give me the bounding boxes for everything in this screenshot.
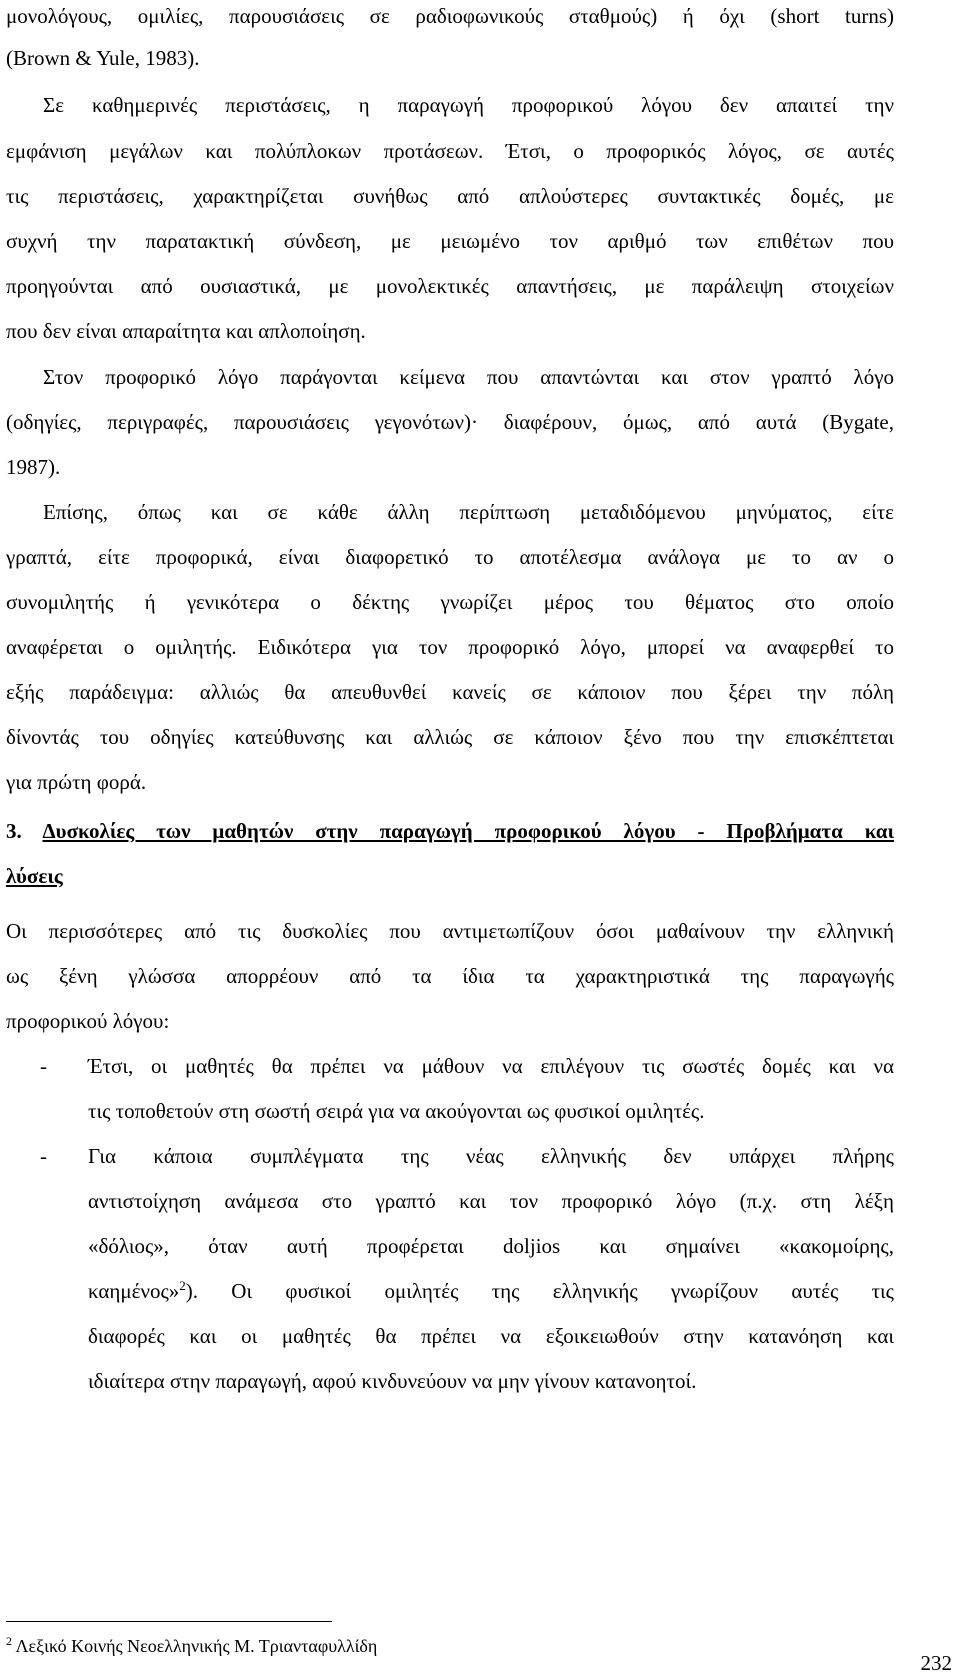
body-line: Επίσης, όπως και σε κάθε άλλη περίπτωση μεταδιδόμενου μηνύματος, είτε — [43, 500, 894, 524]
footnote-separator — [6, 1621, 332, 1622]
footnote-ref[interactable]: 2 — [179, 1278, 186, 1293]
body-line: εξής παράδειγμα: αλλιώς θα απευθυνθεί κανείς σε κάποιον που ξέρει την πόλη — [6, 680, 894, 704]
body-line: (Brown & Yule, 1983). — [6, 46, 200, 70]
body-line: ως ξένη γλώσσα απορρέουν από τα ίδια τα χαρακτηριστικά της παραγωγής — [6, 964, 894, 988]
body-line: δίνοντάς του οδηγίες κατεύθυνσης και αλλιώς σε κάποιον ξένο που την επισκέπτεται — [6, 725, 894, 749]
body-line: που δεν είναι απαραίτητα και απλοποίηση. — [6, 319, 366, 343]
section-title-cont: λύσεις — [6, 864, 63, 888]
bullet-text: καημένος» — [88, 1279, 180, 1303]
body-line: μονολόγους, ομιλίες, παρουσιάσεις σε ραδιοφωνικούς σταθμούς) ή όχι (short turns) — [6, 4, 894, 28]
footnote-marker: 2 — [6, 1634, 12, 1648]
body-line: γραπτά, είτε προφορικά, είναι διαφορετικό το αποτέλεσμα ανάλογα με το αν ο — [6, 545, 894, 569]
bullet-marker: - — [40, 1144, 47, 1168]
bullet-marker: - — [40, 1054, 47, 1078]
footnote-text: Λεξικό Κοινής Νεοελληνικής Μ. Τριανταφυλλίδη — [12, 1636, 378, 1656]
body-line: προφορικού λόγου: — [6, 1009, 170, 1033]
section-heading — [6, 818, 894, 844]
body-line: συχνή την παρατακτική σύνδεση, με μειωμένο τον αριθμό των επιθέτων που — [6, 229, 894, 253]
body-line: τις περιστάσεις, χαρακτηρίζεται συνήθως από απλούστερες συντακτικές δομές, με — [6, 184, 894, 208]
bullet-line: τις τοποθετούν στη σωστή σειρά για να ακούγονται ως φυσικοί ομιλητές. — [88, 1099, 705, 1123]
body-line: Οι περισσότερες από τις δυσκολίες που αντιμετωπίζουν όσοι μαθαίνουν την ελληνική — [6, 919, 894, 943]
footnote — [6, 1635, 377, 1657]
bullet-line: Έτσι, οι μαθητές θα πρέπει να μάθουν να επιλέγουν τις σωστές δομές και να — [88, 1054, 894, 1078]
body-line: για πρώτη φορά. — [6, 770, 147, 794]
body-line: 1987). — [6, 455, 61, 479]
body-line: αναφέρεται ο ομιλητής. Ειδικότερα για τον προφορικό λόγο, μπορεί να αναφερθεί το — [6, 635, 894, 659]
bullet-line: ιδιαίτερα στην παραγωγή, αφού κινδυνεύουν να μην γίνουν κατανοητοί. — [88, 1369, 697, 1393]
section-number: 3. — [6, 819, 22, 843]
bullet-line — [88, 1278, 894, 1304]
section-title: Δυσκολίες των μαθητών στην παραγωγή προφορικού λόγου - Προβλήματα και — [42, 819, 894, 843]
page-number: 232 — [920, 1651, 952, 1675]
body-line: (οδηγίες, περιγραφές, παρουσιάσεις γεγονότων)· διαφέρουν, όμως, από αυτά (Bygate, — [6, 410, 894, 434]
bullet-line: διαφορές και οι μαθητές θα πρέπει να εξοικειωθούν στην κατανόηση και — [88, 1324, 894, 1348]
bullet-line: Για κάποια συμπλέγματα της νέας ελληνικής δεν υπάρχει πλήρης — [88, 1144, 894, 1168]
body-line: προηγούνται από ουσιαστικά, με μονολεκτικές απαντήσεις, με παράλειψη στοιχείων — [6, 274, 894, 298]
bullet-text: ). Οι φυσικοί ομιλητές της ελληνικής γνωρίζουν αυτές τις — [185, 1279, 894, 1303]
body-line: συνομιλητής ή γενικότερα ο δέκτης γνωρίζει μέρος του θέματος στο οποίο — [6, 590, 894, 614]
bullet-line: αντιστοίχηση ανάμεσα στο γραπτό και τον προφορικό λόγο (π.χ. στη λέξη — [88, 1189, 894, 1213]
bullet-line: «δόλιος», όταν αυτή προφέρεται doljios και σημαίνει «κακομοίρης, — [88, 1234, 894, 1258]
body-line: Σε καθημερινές περιστάσεις, η παραγωγή προφορικού λόγου δεν απαιτεί την — [43, 93, 894, 117]
body-line: Στον προφορικό λόγο παράγονται κείμενα που απαντώνται και στον γραπτό λόγο — [43, 365, 894, 389]
body-line: εμφάνιση μεγάλων και πολύπλοκων προτάσεων. Έτσι, ο προφορικός λόγος, σε αυτές — [6, 139, 894, 163]
